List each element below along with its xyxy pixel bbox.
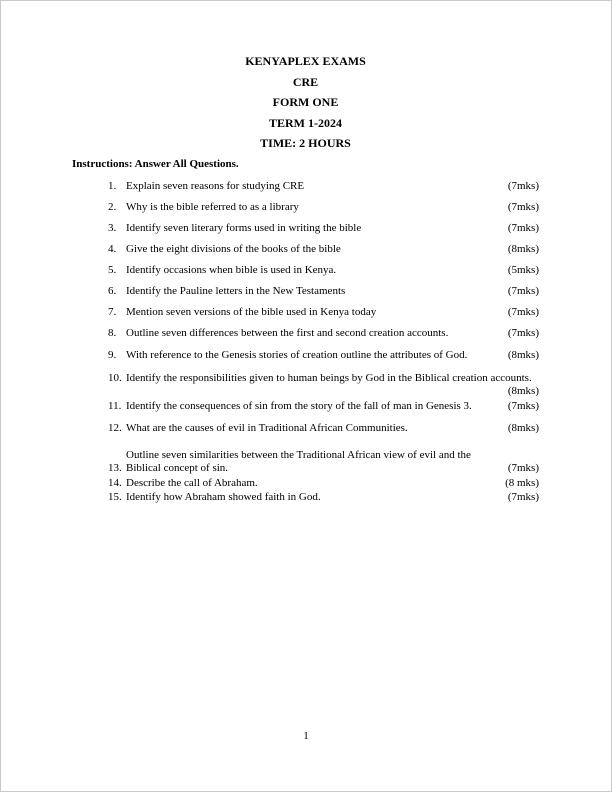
question-text: Outline seven differences between the first and second creation accounts.: [126, 326, 449, 339]
question-text: Why is the bible referred to as a library: [126, 200, 299, 213]
question-marks: (7mks): [507, 491, 539, 503]
question-item: [108, 201, 539, 215]
question-marks: (8mks): [507, 385, 539, 397]
page-number: 1: [303, 730, 309, 742]
question-text: Identify the responsibilities given to human beings by God in the Biblical creation accounts.: [126, 371, 532, 384]
question-item: [108, 372, 539, 386]
question-text: Give the eight divisions of the books of the bible: [126, 242, 341, 255]
question-text: Outline seven similarities between the Traditional African view of evil and the Biblical concept of sin.: [126, 448, 471, 474]
exam-title: KENYAPLEX EXAMS: [245, 54, 366, 68]
question-number: 7.: [108, 305, 117, 318]
question-item: [108, 449, 539, 476]
question-text: Explain seven reasons for studying CRE: [126, 179, 305, 192]
instructions: Instructions: Answer All Questions.: [72, 157, 239, 170]
question-text: Mention seven versions of the bible used in Kenya today: [126, 305, 377, 318]
question-marks: (7mks): [507, 221, 539, 234]
question-list: [72, 180, 539, 505]
question-number: 9.: [108, 349, 117, 361]
question-text: Describe the call of Abraham.: [126, 476, 258, 489]
question-item: [108, 306, 539, 320]
question-item: [108, 180, 539, 194]
question-text: What are the causes of evil in Traditional African Communities.: [126, 422, 408, 434]
question-number: 11.: [108, 399, 122, 412]
question-marks: (8mks): [507, 242, 539, 255]
question-text: Identify occasions when bible is used in Kenya.: [126, 263, 337, 276]
question-number: 2.: [108, 200, 117, 213]
question-marks: (7mks): [507, 399, 539, 412]
exam-header: [72, 51, 539, 154]
question-text: With reference to the Genesis stories of creation outline the attributes of God.: [126, 349, 468, 361]
question-text: Identify the Pauline letters in the New Testaments: [126, 284, 346, 297]
question-item: [108, 264, 539, 278]
question-marks: (5mks): [507, 263, 539, 276]
exam-time: TIME: 2 HOURS: [260, 136, 351, 150]
question-number: 10.: [108, 371, 122, 384]
question-marks: (7mks): [507, 305, 539, 318]
exam-form: FORM ONE: [272, 95, 339, 109]
question-number: 15.: [108, 491, 122, 503]
question-number: 1.: [108, 179, 117, 192]
question-marks: (7mks): [507, 462, 539, 474]
question-number: 4.: [108, 242, 117, 255]
question-number: 12.: [108, 422, 122, 434]
question-marks: (8mks): [507, 349, 539, 361]
question-marks-line: [108, 385, 539, 399]
question-item: [108, 327, 539, 341]
question-marks: (7mks): [507, 200, 539, 213]
question-item: [108, 477, 539, 491]
question-marks: (8 mks): [505, 476, 539, 489]
question-marks: (7mks): [507, 284, 539, 297]
question-item: [108, 243, 539, 257]
question-number: 14.: [108, 476, 122, 489]
question-number: 8.: [108, 326, 117, 339]
question-item: [108, 400, 539, 414]
question-item: [108, 491, 539, 505]
question-number: 3.: [108, 221, 117, 234]
question-marks: (7mks): [507, 179, 539, 192]
exam-term: TERM 1-2024: [269, 115, 342, 130]
exam-subject: CRE: [292, 74, 319, 89]
question-text: Identify seven literary forms used in writing the bible: [126, 221, 362, 234]
question-item: [108, 285, 539, 299]
question-text: Identify how Abraham showed faith in God.: [126, 491, 321, 503]
question-text: Identify the consequences of sin from the story of the fall of man in Genesis 3.: [126, 399, 472, 412]
question-number: 6.: [108, 284, 117, 297]
question-marks: (7mks): [507, 326, 539, 339]
question-number: 5.: [108, 263, 117, 276]
question-item: [108, 422, 539, 436]
question-item: [108, 349, 539, 363]
question-number: 13.: [108, 462, 122, 474]
question-marks: (8mks): [507, 422, 539, 434]
question-item: [108, 222, 539, 236]
